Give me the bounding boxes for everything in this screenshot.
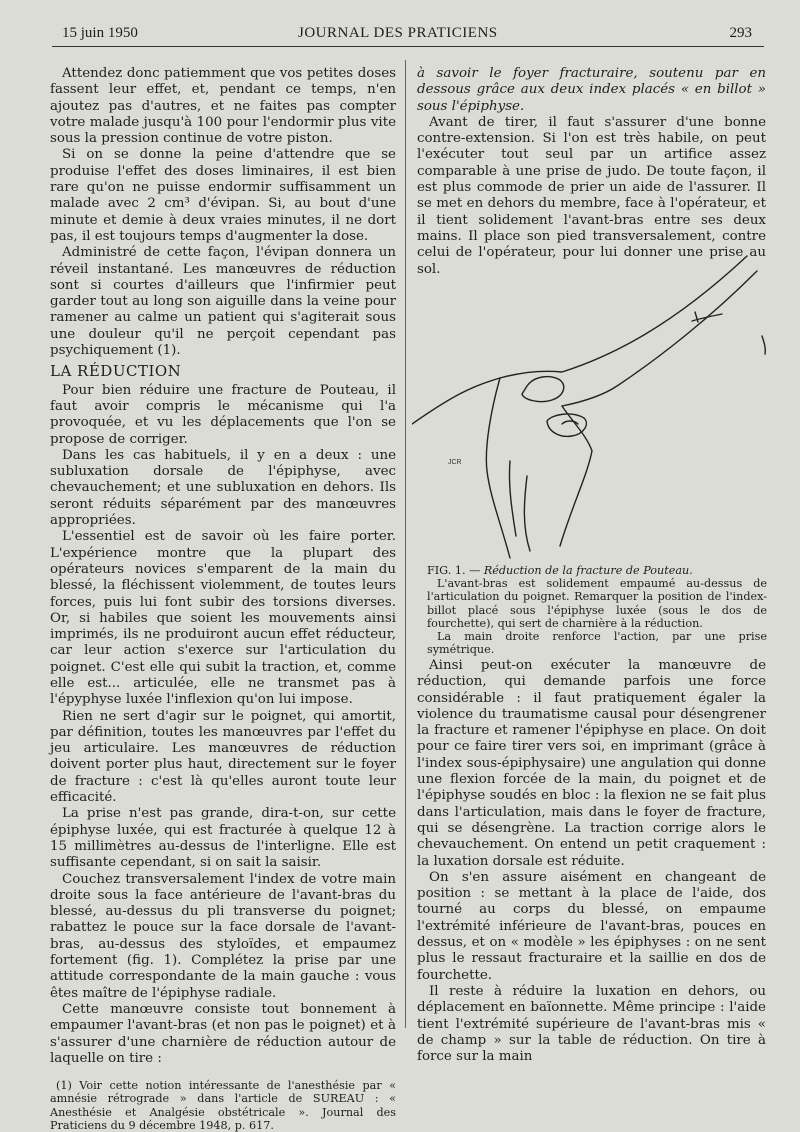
- header-rule: [52, 46, 764, 47]
- footnote-text: (1) Voir cette notion intéressante de l'anesthésie par « amnésie rétrograde » dans l'article de SUREAU : « Anesthésie et Analgésie obstétricale ». Journal des Praticiens du 9 décembre 1948, p. 617.: [50, 1079, 396, 1132]
- paragraph: Il reste à réduire la luxation en dehors, ou déplacement en baïonnette. Même principe : l'aide tient l'extrémité supérieure de l'avant-bras mis « de champ » sur la table de réduction. On tire à force sur la main: [417, 983, 766, 1065]
- paragraph: Couchez transversalement l'index de votre main droite sous la face antérieure de l'avant-bras du blessé, au-dessus du pli transverse du poignet; rabattez le pouce sur la face dorsale de l'avant-bras, au-dessus des styloïdes, et empaumez fortement (fig. 1). Complétez la prise par une attitude correspondante de la main gauche : vous êtes maître de l'épiphyse radiale.: [50, 871, 396, 1001]
- paragraph: L'essentiel est de savoir où les faire porter. L'expérience montre que la plupart des opérateurs novices s'emparent de la main du blessé, la fléchissent violemment, de toutes leurs forces, puis lui font subir des torsions diverses. Or, si habiles que soient les mouvements ainsi imprimés, ils ne produiront aucun effet réducteur, car leur action s'exerce sur l'articulation du poignet. C'est elle qui subit la traction, et, comme elle est... articulée, elle ne transmet pas à l'épyphyse luxée l'inflexion qu'on lui impose.: [50, 529, 396, 708]
- issue-date: 15 juin 1950: [62, 25, 138, 41]
- footnote: [50, 1079, 396, 1132]
- paragraph: On s'en assure aisément en changeant de position : se mettant à la place de l'aide, dos tourné au corps du blessé, on empaume l'extrémité inférieure de l'avant-bras, pouces en dessus, et on « modèle » les épiphyses : on ne sent plus le ressaut fracturaire et la saillie en dos de fourchette.: [417, 869, 766, 983]
- paragraph: Attendez donc patiemment que vos petites doses fassent leur effet, et, pendant ce temps, n'en ajoutez pas d'autres, et ne faites pas compter votre malade jusqu'à 100 pour l'endormir plus vite sous la pression continue de votre piston.: [50, 66, 396, 147]
- journal-title: JOURNAL DES PRATICIENS: [298, 25, 498, 41]
- section-title: LA RÉDUCTION: [50, 362, 182, 381]
- figure-label: FIG. 1.: [427, 564, 466, 577]
- figure-signature: JCR: [448, 459, 462, 466]
- figure-hand-drawing: [412, 246, 768, 564]
- paragraph: à savoir le foyer fracturaire, soutenu par en dessous grâce aux deux index placés « en billot » sous l'épiphyse.: [417, 66, 766, 114]
- paragraph: Administré de cette façon, l'évipan donnera un réveil instantané. Les manœuvres de réduction sont si courtes d'ailleurs que l'infirmier peut garder tout au long son aiguille dans la veine pour ramener au calme un patient qui s'agiterait sous une douleur qu'il ne perçoit cependant pas psychiquement (1).: [50, 245, 396, 359]
- paragraph: Dans les cas habituels, il y en a deux : une subluxation dorsale de l'épiphyse, avec chevauchement; et une subluxation en dehors. Ils seront réduits séparément par des manœuvres appropriées.: [50, 447, 396, 529]
- figure-caption: FIG. 1. — Réduction de la fracture de Pouteau. L'avant-bras est solidement empaumé au-dessus de l'articulation du poignet. Remarquer la position de l'index-billot placé sous l'épiphyse luxée (sous le dos de fourchette), qui sert de charnière à la réduction. La main droite renforce l'action, par une prise symétrique.: [427, 564, 767, 657]
- page-number: 293: [729, 25, 752, 41]
- column-divider: [405, 60, 406, 1028]
- right-column-bottom: [417, 658, 766, 1065]
- paragraph: Pour bien réduire une fracture de Pouteau, il faut avoir compris le mécanisme qui l'a provoquée, et vu les déplacements que l'on se propose de corriger.: [50, 382, 396, 447]
- figure-title: Réduction de la fracture de Pouteau.: [483, 564, 693, 577]
- paragraph: Cette manœuvre consiste tout bonnement à empaumer l'avant-bras (et non pas le poignet) et à s'assurer d'une charnière de réduction autour de laquelle on tire :: [50, 1001, 396, 1066]
- caption-text: L'avant-bras est solidement empaumé au-dessus de l'articulation du poignet. Remarquer la position de l'index-billot placé sous l'épiphyse luxée (sous le dos de fourchette), qui sert de charnière à la réduction.: [427, 577, 767, 630]
- paragraph: Si on se donne la peine d'attendre que se produise l'effet des doses liminaires, il est bien rare qu'on ne puisse endormir suffisamment un malade avec 2 cm³ d'évipan. Si, au bout d'une minute et demie à deux vraies minutes, il ne dort pas, il est toujours temps d'augmenter la dose.: [50, 147, 396, 244]
- paragraph: La prise n'est pas grande, dira-t-on, sur cette épiphyse luxée, qui est fracturée à quelque 12 à 15 millimètres au-dessus de l'interligne. Elle est suffisante cependant, si on sait la saisir.: [50, 806, 396, 871]
- caption-text: La main droite renforce l'action, par une prise symétrique.: [427, 630, 767, 657]
- paragraph: Rien ne sert d'agir sur le poignet, qui amortit, par définition, toutes les manœuvres par l'effet du jeu articulaire. Les manœuvres de réduction doivent porter plus haut, directement sur le foyer de fracture : c'est là qu'elles auront toute leur efficacité.: [50, 708, 396, 806]
- paragraph: Avant de tirer, il faut s'assurer d'une bonne contre-extension. Si l'on est très habile, on peut l'exécuter tout seul par un artifice assez comparable à une prise de judo. De toute façon, il est plus commode de prier un aide de l'assurer. Il se met en dehors du membre, face à l'opérateur, et il tient solidement l'avant-bras entre ses deux mains. Il place son pied transversalement, contre celui de l'opérateur, pour lui donner une prise au sol.: [417, 114, 766, 277]
- left-column: [50, 66, 396, 1132]
- paragraph: Ainsi peut-on exécuter la manœuvre de réduction, qui demande parfois une force considérable : il faut pratiquement égaler la violence du traumatisme causal pour désengrener la fracture et ramener l'épiphyse en place. On doit pour ce faire tirer vers soi, en imprimant (grâce à l'index sous-épiphysaire) une angulation qui donne une flexion forcée de la main, du poignet et de l'épiphyse soudés en bloc : la flexion ne se fait plus dans l'articulation, mais dans le foyer de fracture, qui se désengrène. La traction corrige alors le chevauchement. On entend un petit craquement : la luxation dorsale est réduite.: [417, 658, 766, 869]
